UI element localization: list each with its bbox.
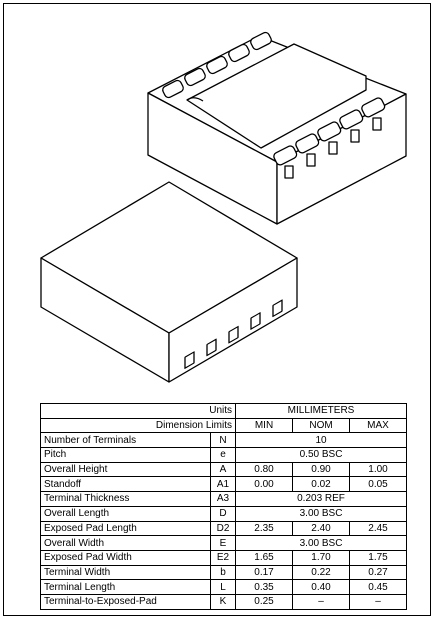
row-value: 10 bbox=[236, 433, 407, 448]
row-nom: 0.40 bbox=[293, 580, 350, 595]
row-min: 1.65 bbox=[236, 550, 293, 565]
row-name: Terminal Width bbox=[41, 565, 211, 580]
row-min: 0.17 bbox=[236, 565, 293, 580]
row-max: 2.45 bbox=[350, 521, 407, 536]
table-row bbox=[41, 506, 407, 521]
row-max: 0.05 bbox=[350, 477, 407, 492]
row-name: Overall Length bbox=[41, 506, 211, 521]
row-symbol: A bbox=[211, 462, 236, 477]
row-max: 1.00 bbox=[350, 462, 407, 477]
row-min: 2.35 bbox=[236, 521, 293, 536]
row-nom: 0.22 bbox=[293, 565, 350, 580]
row-min: 0.35 bbox=[236, 580, 293, 595]
row-nom: 0.02 bbox=[293, 477, 350, 492]
table-body bbox=[41, 433, 407, 609]
row-max: 1.75 bbox=[350, 550, 407, 565]
row-name: Pitch bbox=[41, 448, 211, 463]
row-nom: – bbox=[293, 594, 350, 609]
row-symbol: A1 bbox=[211, 477, 236, 492]
row-nom: 0.90 bbox=[293, 462, 350, 477]
dimension-table bbox=[40, 403, 407, 610]
row-symbol: D bbox=[211, 506, 236, 521]
table-header-units bbox=[41, 404, 407, 419]
row-value: 3.00 BSC bbox=[236, 506, 407, 521]
table-row bbox=[41, 433, 407, 448]
col-max: MAX bbox=[350, 418, 407, 433]
row-name: Number of Terminals bbox=[41, 433, 211, 448]
row-symbol: b bbox=[211, 565, 236, 580]
row-name: Exposed Pad Length bbox=[41, 521, 211, 536]
row-symbol: E2 bbox=[211, 550, 236, 565]
table-row bbox=[41, 492, 407, 507]
row-max: 0.27 bbox=[350, 565, 407, 580]
row-symbol: L bbox=[211, 580, 236, 595]
row-max: – bbox=[350, 594, 407, 609]
table-header-limits bbox=[41, 418, 407, 433]
row-min: 0.80 bbox=[236, 462, 293, 477]
row-symbol: K bbox=[211, 594, 236, 609]
table-row bbox=[41, 448, 407, 463]
table-row bbox=[41, 462, 407, 477]
row-value: 0.203 REF bbox=[236, 492, 407, 507]
row-name: Terminal Length bbox=[41, 580, 211, 595]
table-row bbox=[41, 477, 407, 492]
row-symbol: e bbox=[211, 448, 236, 463]
table-row bbox=[41, 580, 407, 595]
row-value: 3.00 BSC bbox=[236, 536, 407, 551]
table-row bbox=[41, 565, 407, 580]
row-symbol: A3 bbox=[211, 492, 236, 507]
row-symbol: E bbox=[211, 536, 236, 551]
units-label: Units bbox=[41, 404, 236, 419]
row-name: Terminal-to-Exposed-Pad bbox=[41, 594, 211, 609]
row-min: 0.00 bbox=[236, 477, 293, 492]
row-symbol: D2 bbox=[211, 521, 236, 536]
table-row bbox=[41, 550, 407, 565]
units-value: MILLIMETERS bbox=[236, 404, 407, 419]
col-nom: NOM bbox=[293, 418, 350, 433]
col-min: MIN bbox=[236, 418, 293, 433]
row-nom: 1.70 bbox=[293, 550, 350, 565]
dimension-limits-label: Dimension Limits bbox=[41, 418, 236, 433]
table-row bbox=[41, 594, 407, 609]
table-row bbox=[41, 521, 407, 536]
row-value: 0.50 BSC bbox=[236, 448, 407, 463]
row-max: 0.45 bbox=[350, 580, 407, 595]
row-name: Overall Height bbox=[41, 462, 211, 477]
table-row bbox=[41, 536, 407, 551]
row-name: Exposed Pad Width bbox=[41, 550, 211, 565]
row-symbol: N bbox=[211, 433, 236, 448]
row-name: Terminal Thickness bbox=[41, 492, 211, 507]
row-name: Standoff bbox=[41, 477, 211, 492]
row-name: Overall Width bbox=[41, 536, 211, 551]
row-min: 0.25 bbox=[236, 594, 293, 609]
row-nom: 2.40 bbox=[293, 521, 350, 536]
